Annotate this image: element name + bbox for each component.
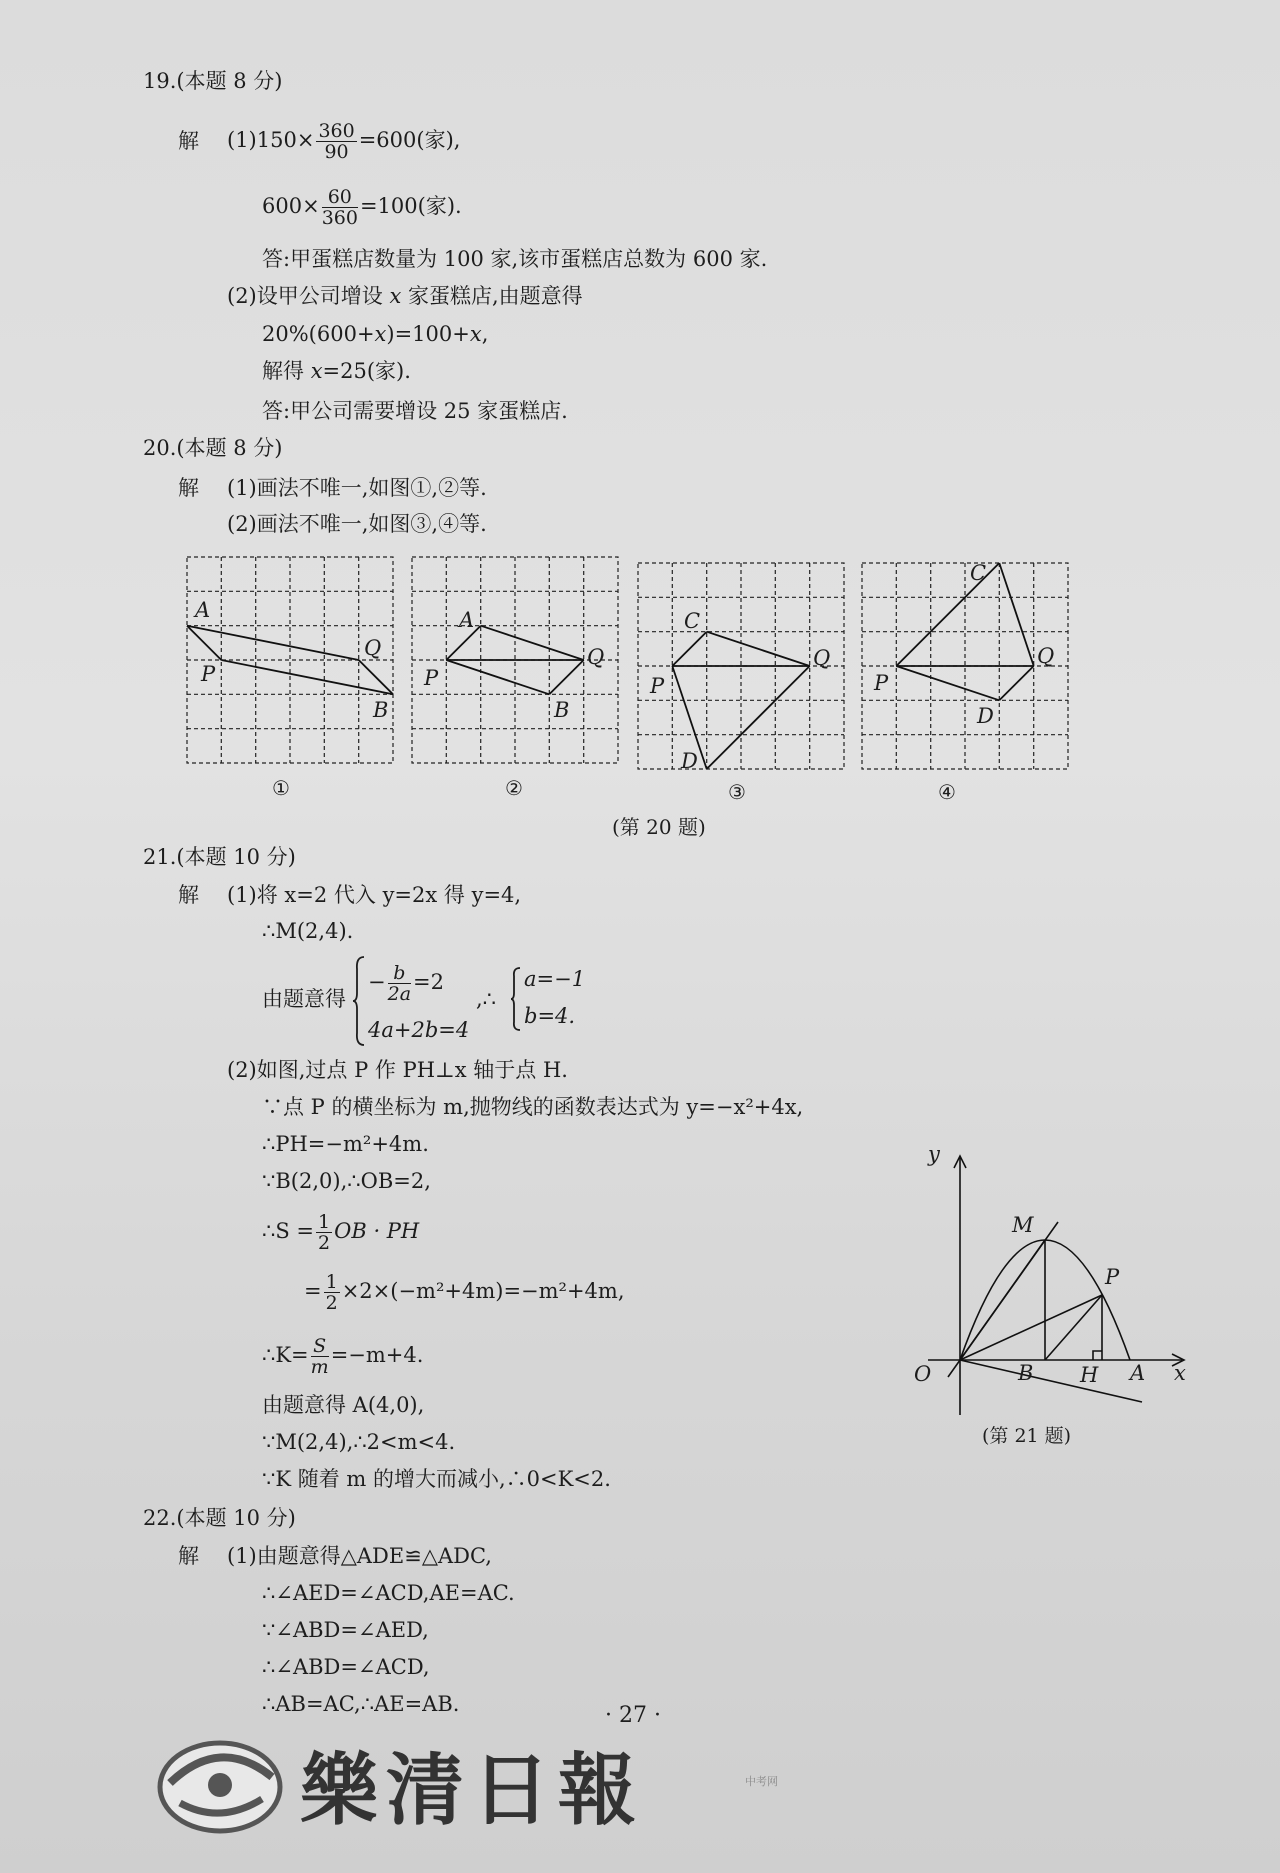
q21-therefore: ,∴ <box>476 987 497 1011</box>
fig21-label-M: M <box>1012 1213 1034 1237</box>
fig4-label-P: P <box>874 671 889 695</box>
q22-header: 22.(本题 10 分) <box>143 1506 296 1530</box>
fig21-caption: (第 21 题) <box>982 1425 1072 1447</box>
q21-line4: (2)如图,过点 P 作 PH⊥x 轴于点 H. <box>227 1058 568 1082</box>
fig1-label-A: A <box>195 598 211 622</box>
q21-system2: a=−1 b=4. <box>510 966 522 1037</box>
fig2-number: ② <box>505 776 523 800</box>
q22-line2: ∴∠AED=∠ACD,AE=AC. <box>262 1581 515 1605</box>
fig21-label-P: P <box>1105 1265 1120 1289</box>
q19-answer1: 答:甲蛋糕店数量为 100 家,该市蛋糕店总数为 600 家. <box>262 247 768 271</box>
q20-line1: (1)画法不唯一,如图①,②等. <box>227 476 487 500</box>
q21-line2: ∴M(2,4). <box>262 919 354 943</box>
q22-line5: ∴AB=AC,∴AE=AB. <box>262 1692 460 1716</box>
q20-line2: (2)画法不唯一,如图③,④等. <box>227 512 487 536</box>
q21-line11: 由题意得 A(4,0), <box>262 1393 425 1417</box>
q22-line1: (1)由题意得△ADE≌△ADC, <box>227 1544 492 1568</box>
newspaper-name: 樂清日報 <box>300 1745 645 1836</box>
q20-header: 20.(本题 8 分) <box>143 436 283 460</box>
q19-part2: (2)设甲公司增设 x 家蛋糕店,由题意得 <box>227 284 583 308</box>
q19-equation: 20%(600+x)=100+x, <box>262 322 489 346</box>
q21-line1: (1)将 x=2 代入 y=2x 得 y=4, <box>227 883 522 907</box>
q20-jie: 解 <box>178 476 199 500</box>
q21-line6: ∴PH=−m²+4m. <box>262 1132 429 1156</box>
q22-line3: ∵∠ABD=∠AED, <box>262 1618 429 1642</box>
fig1-label-P: P <box>201 662 216 686</box>
fig3-label-C: C <box>684 609 701 633</box>
q20-figure-3 <box>638 563 846 778</box>
fig21-label-O: O <box>914 1362 932 1386</box>
q20-figure-2 <box>412 557 620 772</box>
fig3-label-P: P <box>650 674 665 698</box>
q21-system1: − $\frac{b}{2a}$ =2 4a+2b=4 <box>352 955 366 1052</box>
q21-line10: ∴K= $\frac{S}{m}$ =−m+4. <box>262 1335 424 1378</box>
newspaper-emblem-icon <box>150 1725 290 1845</box>
q19-solution: 解得 x=25(家). <box>262 359 411 383</box>
q21-line12: ∵M(2,4),∴2<m<4. <box>262 1430 456 1454</box>
q22-jie: 解 <box>178 1544 199 1568</box>
page-number: · 27 · <box>605 1703 661 1728</box>
q19-header: 19.(本题 8 分) <box>143 69 283 93</box>
q21-header: 21.(本题 10 分) <box>143 845 296 869</box>
q22-line4: ∴∠ABD=∠ACD, <box>262 1655 430 1679</box>
q21-jie: 解 <box>178 883 199 907</box>
newspaper-logo <box>150 1705 770 1855</box>
q19-jie: 解 <box>178 129 199 153</box>
fig21-label-y: y <box>928 1142 940 1166</box>
q21-line13: ∵K 随着 m 的增大而减小,∴0<K<2. <box>262 1467 611 1491</box>
site-mark: 中考网 <box>745 1775 778 1788</box>
q21-line5: ∵点 P 的横坐标为 m,抛物线的函数表达式为 y=−x²+4x, <box>262 1095 804 1119</box>
fig3-label-D: D <box>681 749 698 773</box>
fig3-number: ③ <box>728 780 746 804</box>
fig1-number: ① <box>272 776 290 800</box>
fig1-label-Q: Q <box>364 636 382 660</box>
fig21-label-x: x <box>1174 1361 1186 1385</box>
q19-answer2: 答:甲公司需要增设 25 家蛋糕店. <box>262 399 568 423</box>
fig21-label-B: B <box>1018 1361 1034 1385</box>
q19-line2: 600× $\frac{60}{360}$ =100(家). <box>262 186 462 229</box>
fig2-label-B: B <box>554 698 570 722</box>
fig3-label-Q: Q <box>813 646 831 670</box>
q21-line3: 由题意得 <box>262 987 346 1011</box>
fig4-label-Q: Q <box>1037 644 1055 668</box>
q20-caption: (第 20 题) <box>612 815 706 839</box>
q19-line1: (1)150× $\frac{360}{90}$ =600(家), <box>227 120 461 163</box>
fig21-label-A: A <box>1130 1361 1146 1385</box>
q20-figure-4 <box>862 563 1070 778</box>
q21-line7: ∵B(2,0),∴OB=2, <box>262 1169 431 1193</box>
fig21-label-H: H <box>1080 1363 1099 1387</box>
fig4-label-D: D <box>977 704 994 728</box>
fig2-label-Q: Q <box>587 645 605 669</box>
q20-figure-1 <box>187 557 395 772</box>
fig2-label-A: A <box>459 608 475 632</box>
fig2-label-P: P <box>424 666 439 690</box>
fig4-number: ④ <box>938 780 956 804</box>
q21-line9: = $\frac{1}{2}$ ×2×(−m²+4m)=−m²+4m, <box>304 1271 625 1314</box>
fig1-label-B: B <box>373 698 389 722</box>
q21-figure <box>900 1140 1200 1445</box>
q21-line8: ∴S = $\frac{1}{2}$ OB · PH <box>262 1211 420 1254</box>
fig4-label-C: C <box>970 561 987 585</box>
